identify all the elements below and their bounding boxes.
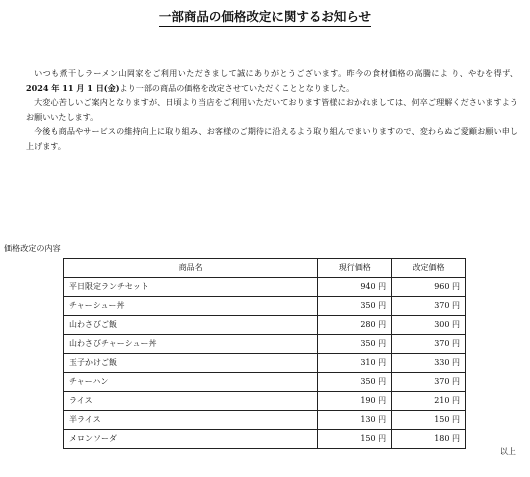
- revised-price: 210 円: [392, 392, 466, 411]
- product-name: 平日限定ランチセット: [64, 278, 318, 297]
- closing-remark: 以上: [499, 446, 516, 456]
- current-price: 940 円: [318, 278, 392, 297]
- product-name: メロンソーダ: [64, 430, 318, 449]
- product-name: 半ライス: [64, 411, 318, 430]
- table-row: [64, 411, 466, 430]
- effective-date: 2024 年 11 月 1 日(金): [26, 82, 120, 93]
- product-name: 玉子かけご飯: [64, 354, 318, 373]
- header-product-name: 商品名: [64, 259, 318, 278]
- table-header-row: [64, 259, 466, 278]
- revised-price: 300 円: [392, 316, 466, 335]
- table-row: [64, 297, 466, 316]
- header-current-price: 現行価格: [318, 259, 392, 278]
- section-label: 価格改定の内容: [4, 243, 61, 253]
- product-name: チャーシュー丼: [64, 297, 318, 316]
- product-name: 山わさびチャーシュー丼: [64, 335, 318, 354]
- current-price: 310 円: [318, 354, 392, 373]
- revised-price: 370 円: [392, 373, 466, 392]
- paragraph-1-text-a: いつも煮干しラーメン山岡家をご利用いただきまして誠にありがとうございます。昨今の食材価格の高騰によ り、やむを得ず、: [34, 68, 518, 78]
- table-row: [64, 354, 466, 373]
- revised-price: 960 円: [392, 278, 466, 297]
- table-row: [64, 392, 466, 411]
- table-row: [64, 278, 466, 297]
- product-name: 山わさびご飯: [64, 316, 318, 335]
- revised-price: 180 円: [392, 430, 466, 449]
- paragraph-1: [26, 66, 518, 95]
- header-revised-price: 改定価格: [392, 259, 466, 278]
- revised-price: 370 円: [392, 335, 466, 354]
- notice-title: [0, 9, 530, 27]
- table-row: [64, 373, 466, 392]
- product-name: ライス: [64, 392, 318, 411]
- revised-price: 330 円: [392, 354, 466, 373]
- paragraph-1-text-b: より一部の商品の価格を改定させていただくこととなりました。: [119, 82, 355, 93]
- current-price: 150 円: [318, 430, 392, 449]
- table-row: [64, 316, 466, 335]
- product-name: チャーハン: [64, 373, 318, 392]
- current-price: 350 円: [318, 335, 392, 354]
- current-price: 280 円: [318, 316, 392, 335]
- current-price: 350 円: [318, 373, 392, 392]
- revised-price: 370 円: [392, 297, 466, 316]
- notice-body: [26, 66, 518, 154]
- paragraph-3: 今後も商品やサービスの維持向上に取り組み、お客様のご期待に沿えるよう取り組んでまいりますので、変わらぬご愛顧お願い申し上げます。: [26, 126, 518, 151]
- current-price: 350 円: [318, 297, 392, 316]
- current-price: 130 円: [318, 411, 392, 430]
- price-table: [63, 258, 466, 449]
- notice-title-text: 一部商品の価格改定に関するお知らせ: [159, 9, 371, 27]
- current-price: 190 円: [318, 392, 392, 411]
- table-row: [64, 430, 466, 449]
- revised-price: 150 円: [392, 411, 466, 430]
- table-row: [64, 335, 466, 354]
- paragraph-2: 大変心苦しいご案内となりますが、日頃より当店をご利用いただいております皆様におかれましては、何卒ご理解くださいますようお願いいたします。: [26, 97, 518, 122]
